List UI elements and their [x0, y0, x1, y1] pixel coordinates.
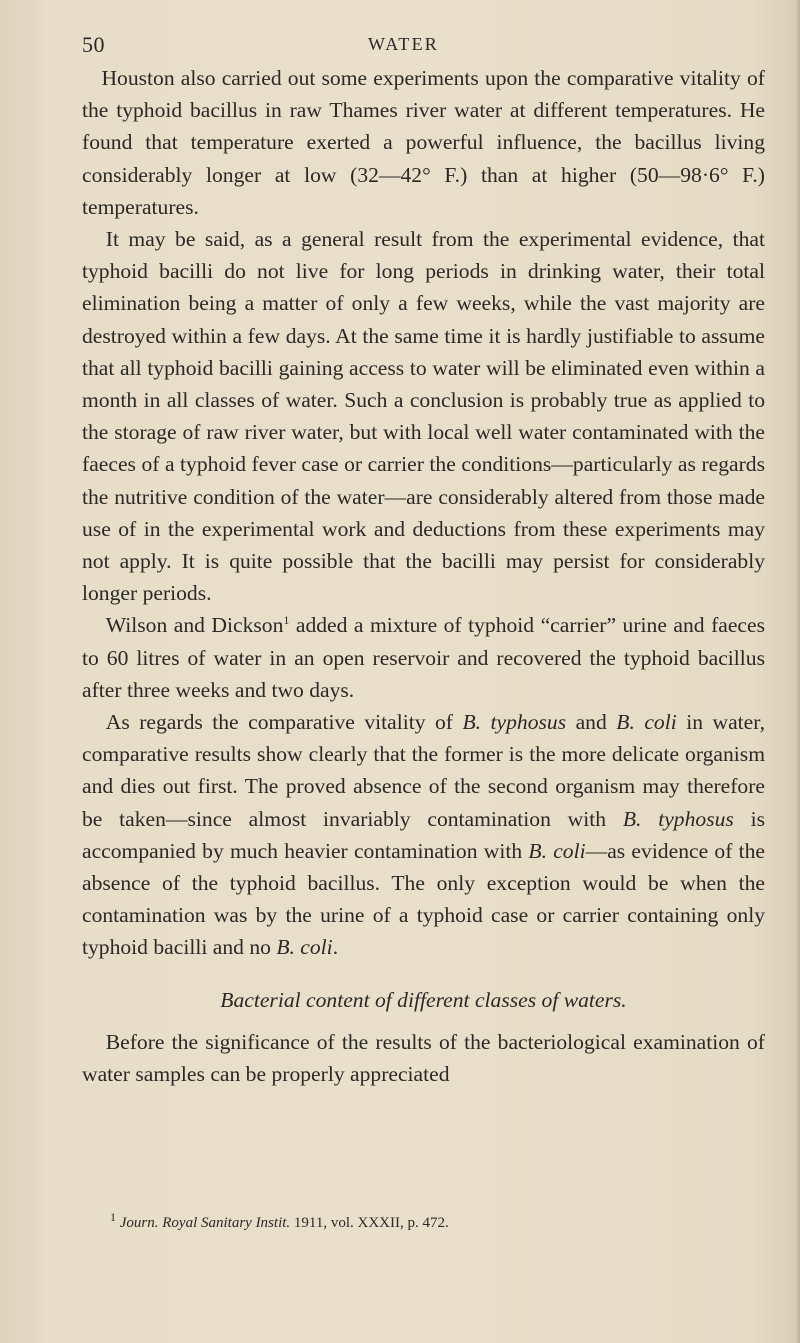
body-text: [82, 62, 765, 1090]
footnote: [110, 1210, 750, 1233]
paragraph-wilson-dickson-rest: added a mixture of typhoid “carrier” urine and faeces to 60 litres of water in an open reservoir and recovered the typhoid bacillus after three weeks and two days.: [82, 613, 765, 702]
paragraph-before-significance: Before the significance of the results of the bacteriological examination of water samples can be properly appreciated: [82, 1029, 765, 1087]
page-number: 50: [82, 32, 105, 57]
species-name: B. coli: [616, 710, 677, 735]
section-heading: Bacterial content of different classes of waters.: [220, 987, 627, 1012]
species-name: B. typhosus: [462, 710, 567, 735]
footnote-citation: 1911, vol. XXXII, p. 472.: [290, 1215, 449, 1231]
text-run: is accompanied by much heavier contamination with: [82, 806, 765, 863]
text-run: As regards the comparative vitality of: [105, 710, 463, 735]
page-edge-shadow: [790, 0, 800, 1343]
paragraph-comparative-vitality: [82, 706, 765, 964]
paragraph-houston: Houston also carried out some experiments upon the comparative vitality of the typhoid bacillus in raw Thames river water at different temperatures. He found that temperature exerted a powerful influence, the bacillus living considerably longer at low (32—42° F.) than at higher (50—98·6° F.) temperatures.: [82, 66, 765, 219]
text-run: —as evidence of the absence of the typhoid bacillus. The only exception would be when the contamination was by the urine of a typhoid case or carrier containing only typhoid bacilli and no: [82, 838, 766, 960]
species-name: B. coli: [276, 935, 333, 960]
footnote-reference: 1: [283, 613, 290, 628]
paragraph-wilson-dickson-start: Wilson and Dickson: [105, 613, 284, 638]
footnote-marker: 1: [110, 1210, 116, 1224]
footnote-journal: Journ. Royal Sanitary Instit.: [119, 1215, 291, 1231]
species-name: B. typhosus: [622, 806, 734, 831]
species-name: B. coli: [528, 838, 586, 863]
paragraph-wilson-dickson: [82, 609, 765, 706]
running-title: WATER: [368, 34, 439, 54]
text-run: and: [566, 710, 617, 735]
paragraph-general-result: It may be said, as a general result from the experimental evidence, that typhoid bacilli do not live for long periods in drinking water, their total elimination being a matter of only a few weeks, while the vast majority are destroyed within a few days. At the same time it is hardly justifiable to assume that all typhoid bacilli gaining access to water will be eliminated even within a month in all classes of water. Such a conclusion is probably true as applied to the storage of raw river water, but with local well water contaminated with the faeces of a typhoid fever case or carrier the conditions—particularly as regards the nutritive condition of the water—are considerably altered from those made use of in the experimental work and deductions from these experiments may not apply. It is quite possible that the bacilli may persist for considerably longer periods.: [82, 227, 765, 606]
text-run: .: [332, 935, 339, 960]
text-run: in water, comparative results show clearly that the former is the more delicate organism and dies out first. The proved absence of the second organism may therefore be taken—since almost invariably contamination with: [82, 710, 765, 831]
